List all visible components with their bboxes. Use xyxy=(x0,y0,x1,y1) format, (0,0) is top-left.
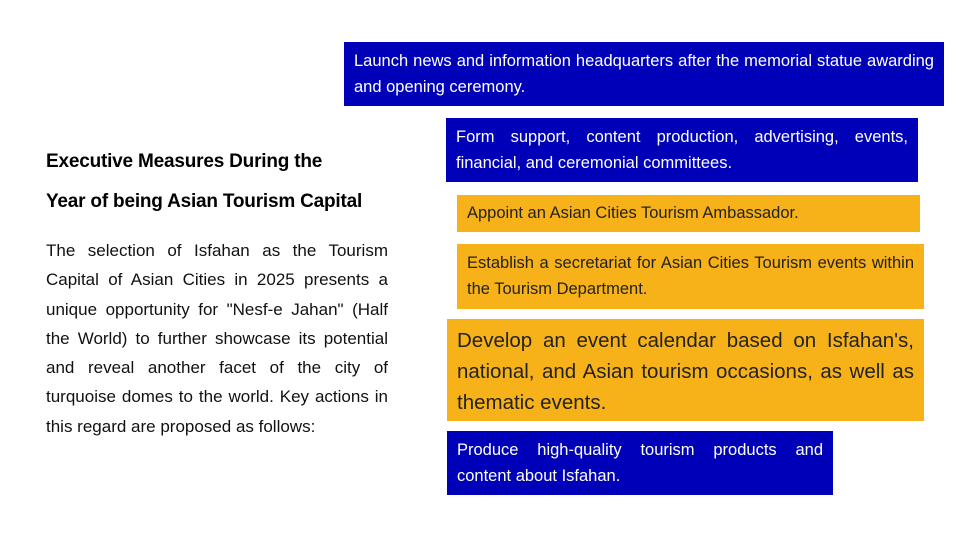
intro-paragraph: The selection of Isfahan as the Tourism Capital of Asian Cities in 2025 presents a unique opportunity for "Nesf-e Jahan" (Half the World) to further showcase its potential and reveal another facet of the city of turquoise domes to the world. Key actions in this regard are proposed as follows: xyxy=(46,241,388,436)
action-box-committees: Form support, content production, advertising, events, financial, and ceremonial committees. xyxy=(446,118,918,182)
title-line-2: Year of being Asian Tourism Capital xyxy=(46,191,363,212)
title-line-1: Executive Measures During the xyxy=(46,151,323,172)
action-box-news-headquarters: Launch news and information headquarters after the memorial statue awarding and opening ceremony. xyxy=(344,42,944,106)
action-box-ambassador: Appoint an Asian Cities Tourism Ambassador. xyxy=(457,195,920,232)
action-box-secretariat: Establish a secretariat for Asian Cities Tourism events within the Tourism Department. xyxy=(457,244,924,309)
action-box-tourism-content: Produce high-quality tourism products and content about Isfahan. xyxy=(447,431,833,495)
action-box-event-calendar: Develop an event calendar based on Isfahan's, national, and Asian tourism occasions, as well as thematic events. xyxy=(447,319,924,421)
slide-title xyxy=(46,142,406,222)
